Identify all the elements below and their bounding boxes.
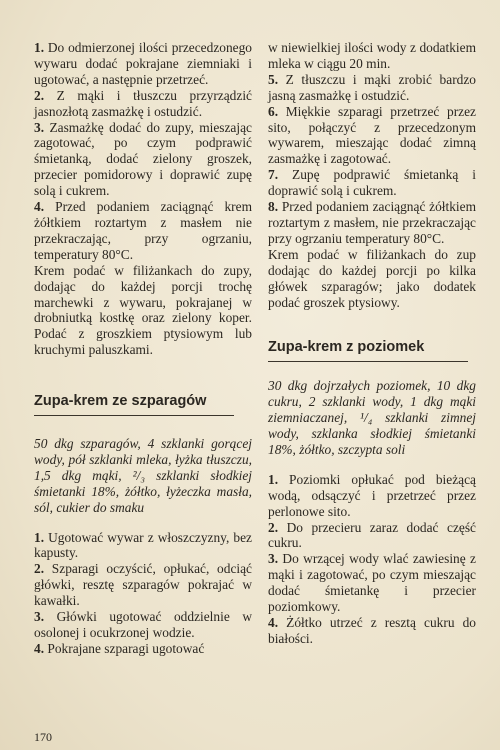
right-column <box>268 40 476 647</box>
step-4 <box>268 615 476 647</box>
step-continuation: w niewielkiej ilości wody z dodatkiem mleka w ciągu 20 min. <box>268 40 476 71</box>
step-text: Miękkie szparagi przetrzeć przez sito, połączyć z przecedzonym wywarem, mieszając dodać zimną zasmażkę i zagotować. <box>268 103 476 167</box>
step-text: Do przecieru zaraz dodać część cukru. <box>268 519 477 551</box>
page-number: 170 <box>34 730 52 744</box>
step-text: Z mąki i tłuszczu przyrządzić jasnozłotą zasmażkę i ostudzić. <box>34 87 252 119</box>
recipe-title: Zupa-krem z poziomek <box>268 340 468 362</box>
step-text: Przed podaniem zaciągnąć żółtkiem roztartym z masłem, nie przekraczając przy ogrzaniu temperatury 80°C. <box>268 199 476 246</box>
step-number: 4. <box>34 199 45 215</box>
step-2 <box>34 88 252 120</box>
ingredients-list: 50 dkg szparagów, 4 szklanki gorącej wody, pół szklanki mleka, łyżka tłuszczu, 1,5 dkg mąki, ²/₃ szklanki słodkiej śmietanki 18%, żółtko, łyżeczka masła, sól, cukier do smaku <box>34 436 252 515</box>
step-text: Zasmażkę dodać do zupy, mieszając zagotować, po czym podprawić śmietanką, dodać zielony groszek, przecier pomidorowy i doprawić zupę solą i cukrem. <box>34 119 252 199</box>
step-number: 3. <box>34 609 45 625</box>
step-number: 1. <box>34 40 45 55</box>
step-4 <box>34 199 252 263</box>
step-number: 7. <box>268 167 279 183</box>
step-2 <box>34 561 252 609</box>
step-text: Poziomki opłukać pod bieżącą wodą, odsączyć i przetrzeć przez perlonowe sito. <box>268 471 476 519</box>
step-3 <box>34 609 252 641</box>
step-text: Szparagi oczyścić, opłukać, odciąć główki, resztę szparagów pokrajać w kawałki. <box>34 561 252 609</box>
step-1 <box>34 530 252 562</box>
step-number: 4. <box>268 615 279 630</box>
step-text: Do wrzącej wody wlać zawiesinę z mąki i zagotować, po czym mieszając dodać śmietankę i przecier poziomkowy. <box>268 551 476 615</box>
step-3 <box>268 551 476 615</box>
step-1 <box>34 40 252 88</box>
step-number: 5. <box>268 71 279 87</box>
step-text: Zupę podprawić śmietanką i doprawić solą i cukrem. <box>268 167 476 199</box>
step-number: 1. <box>34 529 45 545</box>
step-number: 3. <box>34 119 45 135</box>
step-8 <box>268 199 476 247</box>
step-3 <box>34 120 252 200</box>
step-2 <box>268 520 476 552</box>
step-number: 2. <box>34 561 45 577</box>
left-column <box>34 40 252 657</box>
step-text: Do odmierzonej ilości przecedzonego wywaru dodać pokrajane ziemniaki i ugotować, a następnie przetrzeć. <box>34 40 252 87</box>
step-number: 2. <box>34 87 45 103</box>
step-number: 2. <box>268 519 279 535</box>
step-7 <box>268 167 476 199</box>
step-text: Główki ugotować oddzielnie w osolonej i ocukrzonej wodzie. <box>34 609 252 640</box>
step-number: 8. <box>268 199 279 215</box>
step-text: Przed podaniem zaciągnąć krem żółtkiem roztartym z masłem nie przekraczając, przy ogrzaniu, temperatury 80°C. <box>34 199 252 262</box>
step-number: 6. <box>268 103 279 119</box>
step-1 <box>268 472 476 520</box>
serving-note: Krem podać w filiżankach do zup dodając do każdej porcji po kilka główek szparagów; jako dodatek podać groszek ptysiowy. <box>268 246 476 310</box>
step-text: Pokrajane szparagi ugotować <box>47 640 205 656</box>
step-6 <box>268 104 476 168</box>
step-5 <box>268 72 476 104</box>
ingredients-list: 30 dkg dojrzałych poziomek, 10 dkg cukru, 2 szklanki wody, 1 dkg mąki ziemniaczanej, ¹/₄ szklanki zimnej wody, szklanka słodkiej śmietanki 18%, żółtko, szczypta soli <box>268 378 476 457</box>
step-number: 1. <box>268 471 279 487</box>
recipe-title: Zupa-krem ze szparagów <box>34 394 234 416</box>
serving-note: Krem podać w filiżankach do zupy, dodając do każdej porcji trochę marchewki z wywaru, pokrajanej w drobniutką kostkę oraz zielony koper. Podać z groszkiem ptysiowym lub kruchymi paluszkami. <box>34 262 252 358</box>
step-number: 4. <box>34 640 45 656</box>
step-number: 3. <box>268 551 279 567</box>
step-4 <box>34 641 252 657</box>
step-text: Z tłuszczu i mąki zrobić bardzo jasną zasmażkę i ostudzić. <box>268 71 476 103</box>
step-text: Ugotować wywar z włoszczyzny, bez kapusty. <box>34 529 252 561</box>
step-text: Żółtko utrzeć z resztą cukru do białości. <box>268 615 476 646</box>
